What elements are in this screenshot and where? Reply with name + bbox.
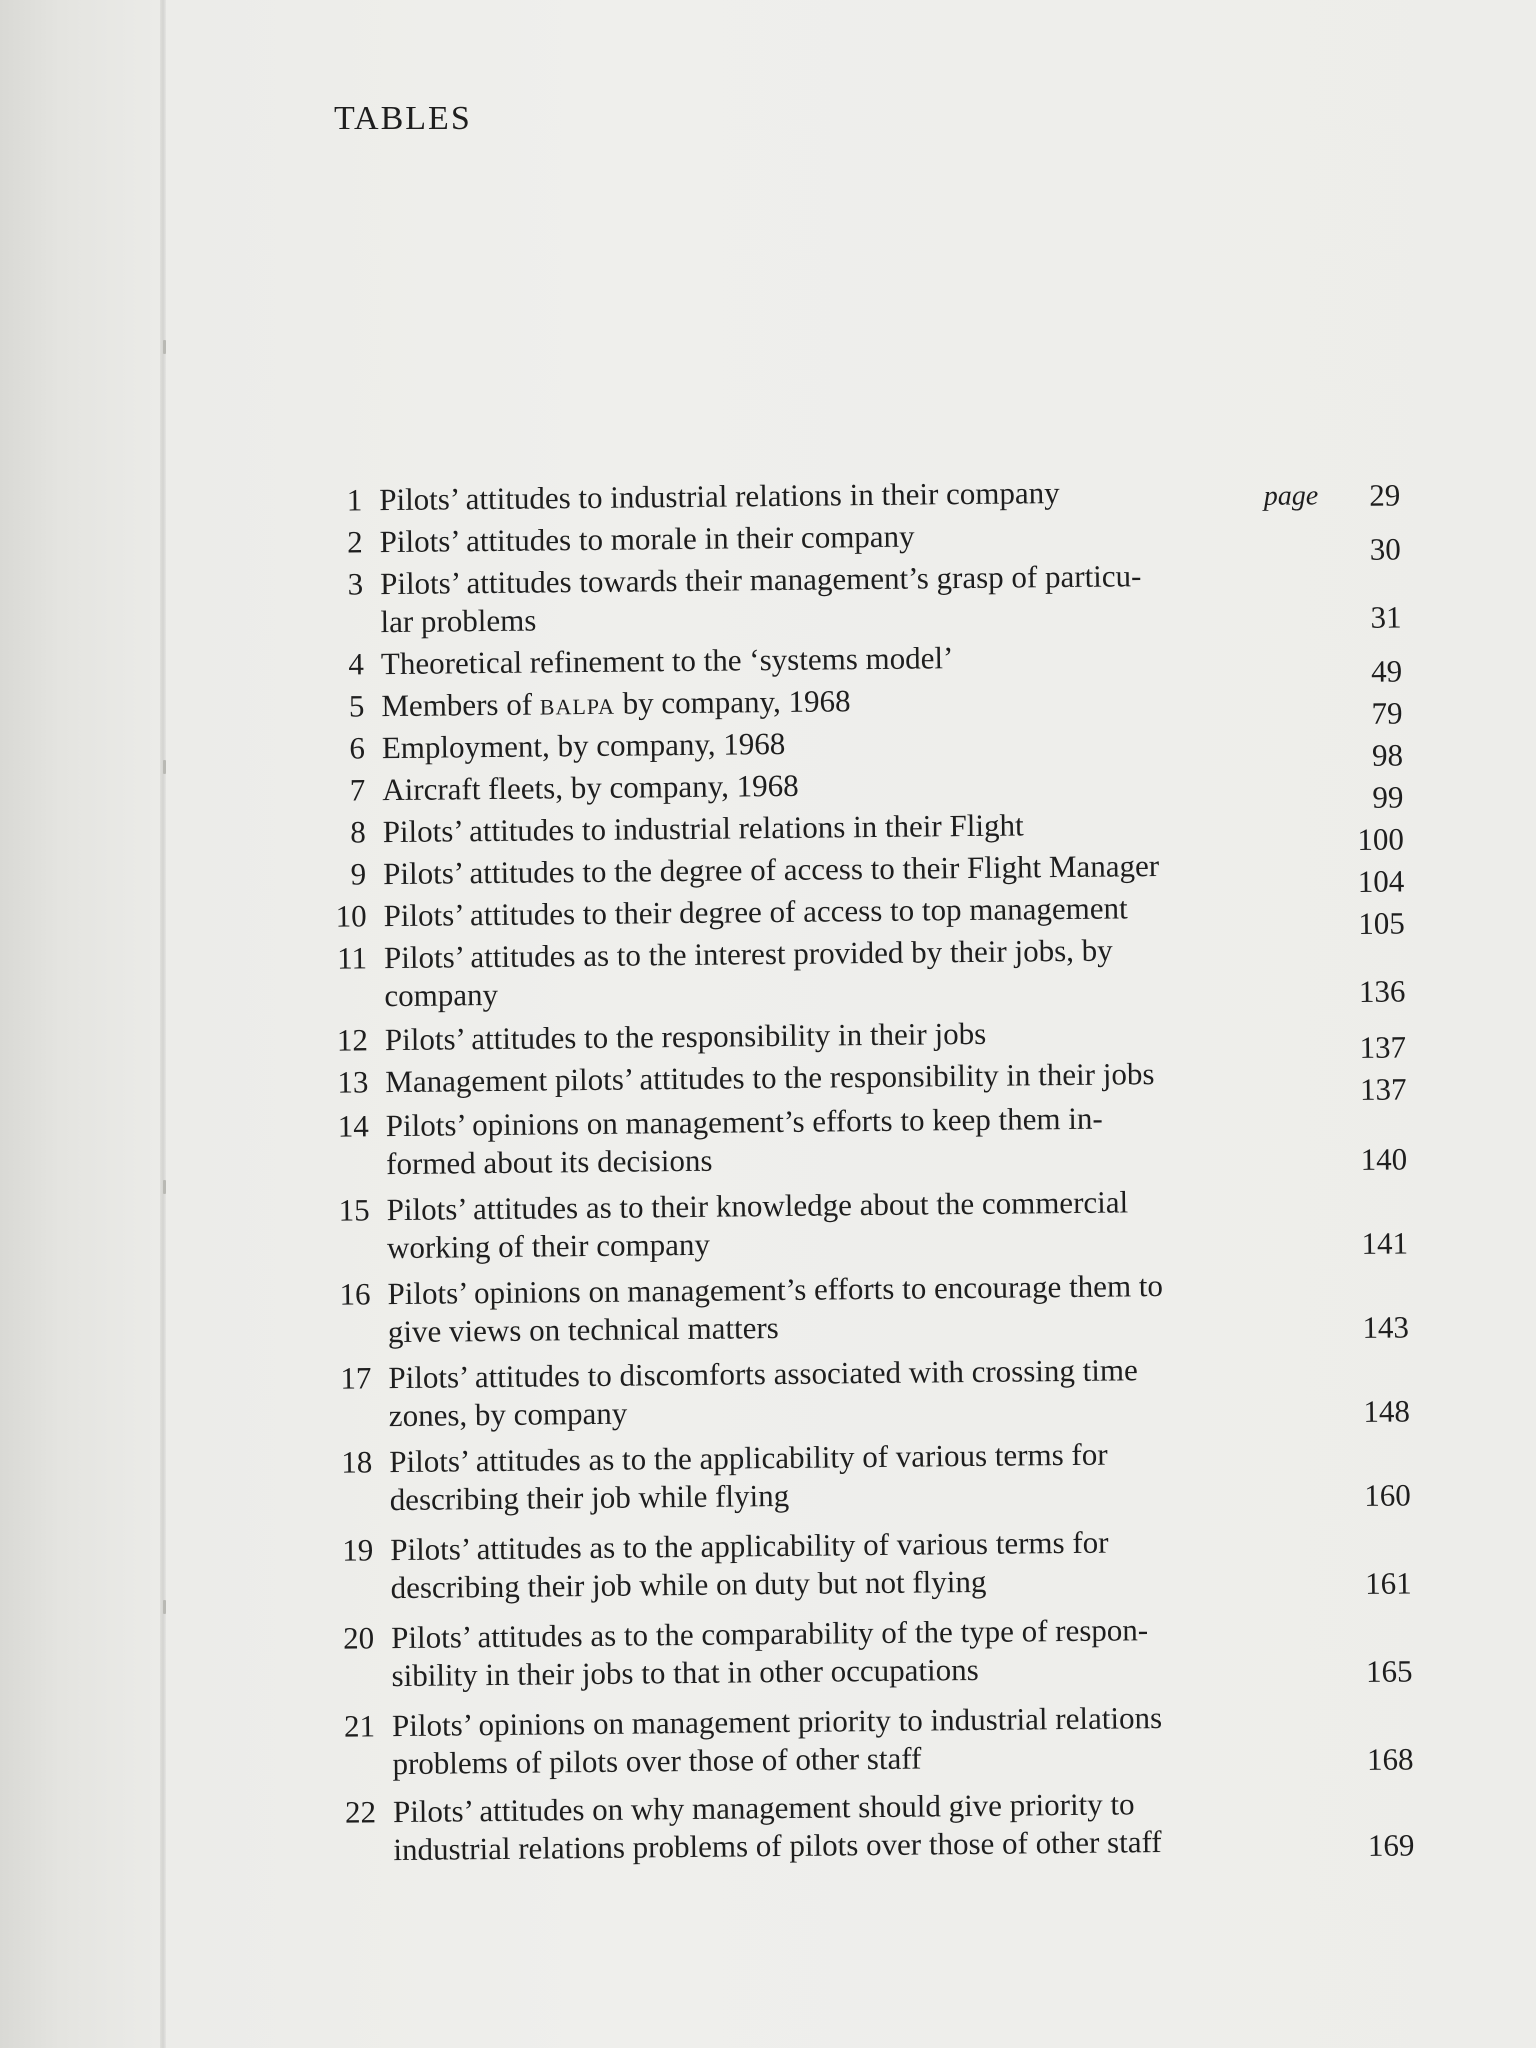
entry-page-number: 98 — [1371, 737, 1404, 773]
entry-number: 20 — [342, 1620, 375, 1656]
entry-title-line: industrial relations problems of pilots over those of other staff — [393, 1824, 1162, 1868]
entry-title-line: sibility in their jobs to that in other occupations — [391, 1651, 979, 1694]
entry-number: 19 — [342, 1532, 374, 1568]
entry-title-line: give views on technical matters — [387, 1310, 779, 1350]
entry-title-line: Pilots’ attitudes as to the comparability of the type of respon- — [390, 1612, 1149, 1656]
page-heading: TABLES — [334, 100, 472, 137]
entry-title — [379, 472, 1299, 520]
entry-title-line: Pilots’ attitudes as to the applicability of various terms for — [390, 1524, 1109, 1568]
toc-entry — [303, 760, 1404, 815]
entry-title — [383, 846, 1303, 894]
entry-title — [386, 1181, 1307, 1267]
entry-page-number: 143 — [1362, 1309, 1410, 1345]
entry-title-line: Pilots’ attitudes to industrial relations in their company — [379, 475, 1060, 518]
entry-title-line: Pilots’ opinions on management priority to industrial relations — [391, 1700, 1163, 1744]
entry-page-number: 169 — [1367, 1827, 1415, 1863]
entry-page-number: 137 — [1359, 1071, 1407, 1107]
entry-number: 4 — [348, 646, 365, 682]
entry-title — [387, 1265, 1308, 1351]
entry-page-number: 148 — [1363, 1393, 1411, 1429]
entry-page-number: 161 — [1364, 1565, 1412, 1601]
entry-number: 10 — [335, 898, 367, 934]
toc-entry — [306, 1010, 1407, 1065]
entry-title-line: Pilots’ attitudes to the responsibility in their jobs — [384, 1015, 987, 1058]
entry-number: 15 — [338, 1192, 370, 1228]
entry-title-line: Pilots’ attitudes as to the interest provided by their jobs, by — [383, 932, 1113, 976]
entry-page-number: 100 — [1357, 821, 1405, 857]
entry-title-line: problems of pilots over those of other staff — [392, 1740, 922, 1782]
toc-entry — [304, 802, 1405, 857]
small-caps-acronym: balpa — [539, 685, 616, 722]
entry-title-line: Employment, by company, 1968 — [381, 725, 786, 766]
entry-number: 1 — [346, 482, 363, 518]
entry-number: 14 — [337, 1108, 369, 1144]
toc-entry — [307, 1180, 1408, 1268]
toc-entry — [312, 1608, 1413, 1696]
table-of-contents — [300, 466, 1415, 1869]
entry-title — [385, 1054, 1305, 1102]
entry-page-number: 137 — [1359, 1029, 1407, 1065]
entry-number: 22 — [344, 1794, 377, 1830]
entry-title — [393, 1783, 1314, 1869]
entry-title-line: zones, by company — [388, 1395, 628, 1434]
toc-entry — [311, 1520, 1412, 1608]
entry-title — [391, 1609, 1312, 1695]
entry-number: 6 — [349, 730, 366, 766]
entry-title — [380, 556, 1301, 642]
entry-page-number: 49 — [1370, 653, 1403, 689]
entry-number: 8 — [350, 814, 366, 850]
entry-title — [382, 762, 1302, 810]
entry-page-number: 168 — [1366, 1741, 1414, 1777]
entry-page-number: 136 — [1358, 973, 1406, 1009]
entry-title — [386, 1098, 1307, 1184]
page-column-label: page — [1263, 480, 1319, 512]
toc-entry — [307, 1096, 1408, 1184]
entry-title-line: Pilots’ attitudes to morale in their company — [379, 518, 915, 560]
entry-number: 12 — [336, 1022, 369, 1058]
toc-entry — [304, 844, 1405, 899]
entry-page-number: 140 — [1360, 1141, 1408, 1177]
toc-entry — [305, 928, 1406, 1016]
toc-entry — [306, 1052, 1407, 1107]
entry-page-number: 165 — [1365, 1653, 1413, 1689]
toc-entry — [304, 886, 1405, 941]
entry-title-line: Pilots’ attitudes towards their management’s grasp of particu- — [379, 558, 1142, 602]
book-gutter — [160, 0, 166, 2048]
entry-title-line: Management pilots’ attitudes to the responsibility in their jobs — [385, 1056, 1155, 1100]
entry-title — [390, 1521, 1311, 1607]
entry-page-number: 29 — [1369, 477, 1401, 513]
entry-title-line: Pilots’ attitudes to their degree of access to top management — [383, 890, 1128, 934]
entry-title-line: Pilots’ opinions on management’s efforts to keep them in- — [385, 1100, 1103, 1144]
entry-title-line: Aircraft fleets, by company, 1968 — [382, 767, 799, 808]
binding-stitch — [163, 1600, 166, 1614]
entry-title — [382, 720, 1302, 768]
entry-page-number: 104 — [1357, 863, 1405, 899]
entry-title — [384, 930, 1305, 1016]
entry-title-line: company — [384, 976, 499, 1014]
entry-number: 16 — [339, 1276, 371, 1312]
toc-entry — [300, 470, 1400, 520]
entry-title-line: formed about its decisions — [386, 1142, 713, 1182]
toc-entry — [301, 554, 1402, 642]
entry-title — [379, 514, 1299, 562]
toc-entry — [314, 1782, 1415, 1870]
entry-page-number: 105 — [1358, 905, 1405, 941]
entry-title — [389, 1433, 1310, 1519]
entry-title-line: describing their job while flying — [389, 1477, 790, 1518]
entry-title-line: describing their job while on duty but not flying — [390, 1563, 987, 1606]
entry-title-line: Theoretical refinement to the ‘systems model’ — [380, 640, 954, 682]
entry-title-line: Pilots’ opinions on management’s efforts to encourage them to — [387, 1268, 1164, 1312]
entry-title-line: lar problems — [380, 602, 537, 640]
entry-title-line: Pilots’ attitudes to industrial relations in their Flight — [382, 807, 1024, 850]
entry-title-line: working of their company — [386, 1226, 711, 1266]
entry-title-line: Pilots’ attitudes as to the applicability of various terms for — [389, 1436, 1108, 1480]
toc-entry — [310, 1432, 1411, 1520]
toc-entry — [302, 676, 1403, 731]
entry-number: 18 — [341, 1444, 373, 1480]
binding-stitch — [163, 760, 166, 774]
entry-page-number: 31 — [1370, 599, 1402, 635]
entry-page-number: 99 — [1372, 779, 1404, 815]
binding-stitch — [163, 1180, 166, 1194]
entry-number: 11 — [336, 940, 368, 976]
entry-page-number: 141 — [1361, 1225, 1409, 1261]
toc-entry — [308, 1264, 1409, 1352]
binding-stitch — [163, 340, 166, 354]
entry-title — [383, 888, 1303, 936]
entry-title — [383, 804, 1303, 852]
toc-entry — [300, 512, 1401, 567]
entry-title-line: Members of balpa by company, 1968 — [381, 683, 851, 724]
entry-title — [381, 636, 1301, 684]
entry-title-line: Pilots’ attitudes to discomforts associated with crossing time — [388, 1352, 1138, 1396]
entry-title-line: Pilots’ attitudes as to their knowledge about the commercial — [386, 1184, 1129, 1228]
entry-number: 5 — [348, 688, 365, 724]
entry-page-number: 160 — [1364, 1477, 1411, 1513]
toc-entry — [303, 718, 1404, 773]
toc-entry — [313, 1696, 1414, 1784]
entry-page-number: 79 — [1371, 695, 1403, 731]
entry-number: 21 — [343, 1708, 376, 1744]
entry-title-line: Pilots’ attitudes on why management should give priority to — [392, 1786, 1135, 1830]
entry-page-number: 30 — [1369, 531, 1401, 567]
entry-number: 3 — [347, 566, 364, 602]
entry-number: 7 — [349, 772, 366, 808]
entry-title — [381, 678, 1301, 726]
entry-title — [392, 1697, 1313, 1783]
entry-number: 17 — [340, 1360, 372, 1396]
entry-number: 13 — [337, 1064, 369, 1100]
toc-entry — [302, 634, 1403, 689]
toc-entry — [309, 1348, 1410, 1436]
entry-title-line: Pilots’ attitudes to the degree of access to their Flight Manager — [382, 848, 1160, 892]
entry-title — [385, 1012, 1305, 1060]
entry-number: 9 — [350, 856, 367, 892]
entry-number: 2 — [346, 524, 363, 560]
entry-title — [388, 1349, 1309, 1435]
